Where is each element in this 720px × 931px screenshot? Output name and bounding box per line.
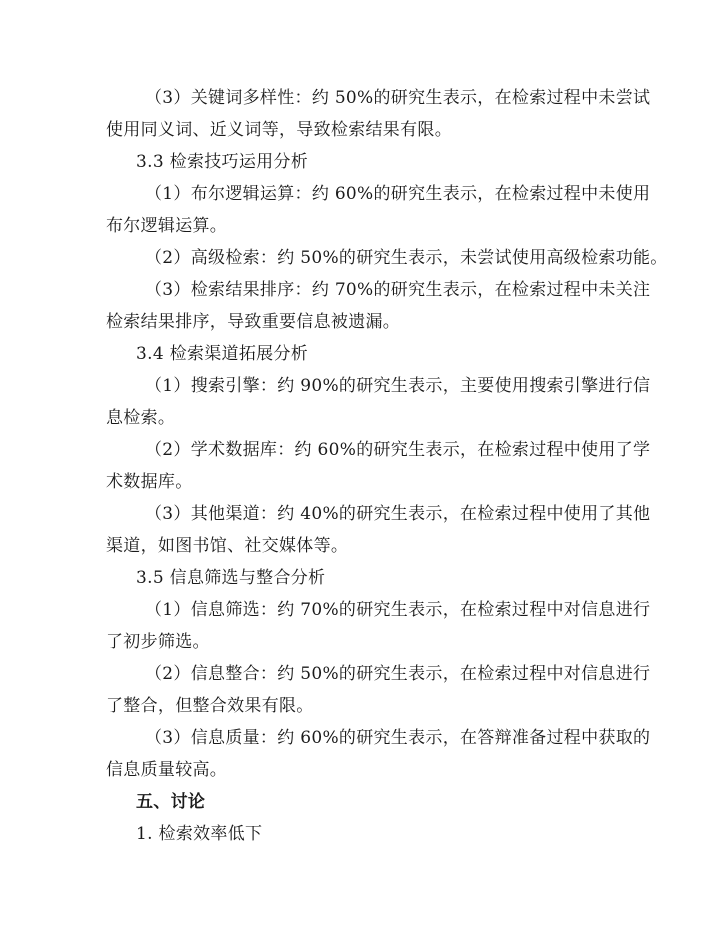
paragraph-line: 息检索。 <box>106 408 176 428</box>
section-heading-3-4: 3.4 检索渠道拓展分析 <box>136 344 309 364</box>
paragraph-line: （3）检索结果排序：约 70%的研究生表示，在检索过程中未关注 <box>145 280 651 300</box>
paragraph-line: （2）高级检索：约 50%的研究生表示，未尝试使用高级检索功能。 <box>145 248 668 268</box>
paragraph-line: （1）信息筛选：约 70%的研究生表示，在检索过程中对信息进行 <box>145 600 651 620</box>
paragraph-line: 渠道，如图书馆、社交媒体等。 <box>106 536 349 556</box>
paragraph-line: （2）学术数据库：约 60%的研究生表示，在检索过程中使用了学 <box>145 440 651 460</box>
section-heading-3-5: 3.5 信息筛选与整合分析 <box>136 568 326 588</box>
paragraph-line: 检索结果排序，导致重要信息被遗漏。 <box>106 312 401 332</box>
paragraph-line: （2）信息整合：约 50%的研究生表示，在检索过程中对信息进行 <box>145 664 651 684</box>
section-heading-3-3: 3.3 检索技巧运用分析 <box>136 152 309 172</box>
paragraph-line: （3）关键词多样性：约 50%的研究生表示，在检索过程中未尝试 <box>145 88 651 108</box>
paragraph-line: 布尔逻辑运算。 <box>106 216 228 236</box>
chapter-heading-discussion: 五、讨论 <box>136 792 206 812</box>
subsection-heading: 1. 检索效率低下 <box>136 824 263 844</box>
paragraph-line: 使用同义词、近义词等，导致检索结果有限。 <box>106 120 452 140</box>
paragraph-line: （1）布尔逻辑运算：约 60%的研究生表示，在检索过程中未使用 <box>145 184 651 204</box>
paragraph-line: 了整合，但整合效果有限。 <box>106 696 314 716</box>
paragraph-line: 了初步筛选。 <box>106 632 210 652</box>
paragraph-line: （3）其他渠道：约 40%的研究生表示，在检索过程中使用了其他 <box>145 504 651 524</box>
paragraph-line: 术数据库。 <box>106 472 193 492</box>
paragraph-line: （3）信息质量：约 60%的研究生表示，在答辩准备过程中获取的 <box>145 728 651 748</box>
paragraph-line: 信息质量较高。 <box>106 760 228 780</box>
paragraph-line: （1）搜索引擎：约 90%的研究生表示，主要使用搜索引擎进行信 <box>145 376 651 396</box>
